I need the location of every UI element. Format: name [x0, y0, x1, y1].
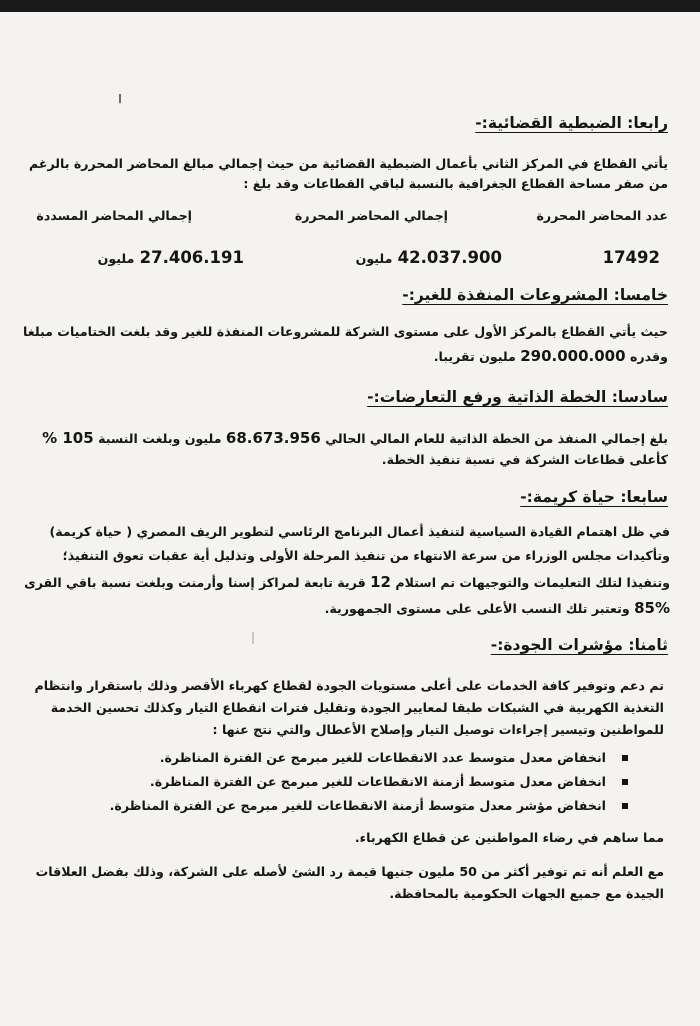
paragraph-line: [325, 598, 670, 619]
quality-results-list: [110, 746, 628, 818]
amount: 68.673.956: [225, 429, 321, 447]
bullet-icon: [622, 755, 628, 761]
section-heading-quality-indicators: ثامنا: مؤشرات الجودة:-: [490, 636, 668, 654]
paragraph-line: تم دعم وتوفير كافة الخدمات على أعلى مستويات الجودة لقطاع كهرباء الأقصر وذلك باستقرار وانتظام: [34, 678, 664, 693]
list-item-text: انخفاض مؤشر معدل متوسط أزمنة الانقطاعات للغير مبرمج عن الفترة المناظرة.: [109, 798, 606, 813]
paragraph-line: التغذية الكهربية في الشبكات طبقا لمعايير الجودة وتقليل فترات انقطاع التيار وكذلك تحسين الخدمة: [50, 700, 664, 715]
text: مليون تقريبا.: [433, 349, 516, 364]
bullet-icon: [622, 803, 628, 809]
unit: مليون: [97, 251, 135, 266]
section-heading-decent-life: سابعا: حياة كريمة:-: [520, 488, 668, 506]
paragraph-line: [42, 428, 668, 449]
number: 12: [370, 573, 391, 591]
paragraph-line: [434, 346, 668, 367]
text: مليون وبلغت النسبة: [98, 431, 222, 446]
number: 27.406.191: [139, 248, 244, 267]
paragraph-line: حيث يأتي القطاع بالمركز الأول على مستوى الشركة للمشروعات المنفذة للغير وقد بلغت الختاميات مبلغا: [23, 324, 668, 339]
value-records-paid: [98, 248, 244, 267]
text: بلغ إجمالي المنفذ من الخطة الذاتية للعام المالي الحالي: [325, 431, 668, 446]
text: وتعتبر تلك النسب الأعلى على مستوى الجمهورية.: [324, 601, 630, 616]
text: قرية تابعة لمراكز إسنا وأرمنت وبلغت نسبة باقي القرى: [24, 575, 366, 590]
list-item-text: انخفاض معدل متوسط عدد الانقطاعات للغير مبرمج عن الفترة المناظرة.: [159, 750, 606, 765]
paragraph-line: [24, 572, 670, 593]
paragraph-line: للمواطنين وتيسير إجراءات توصيل التيار وإصلاح الأعطال والتي نتج عنها :: [212, 722, 664, 737]
section-heading-projects-for-others: خامسا: المشروعات المنفذة للغير:-: [402, 286, 668, 304]
seizure-figures: [36, 208, 668, 268]
list-item: [110, 770, 628, 794]
paragraph-line: مما ساهم في رضاء المواطنين عن قطاع الكهرباء.: [354, 830, 664, 845]
text: وتنفيذا لتلك التعليمات والتوجيهات تم استلام: [395, 575, 670, 590]
paragraph-line: مع العلم أنه تم توفير أكثر من 50 مليون جنيها قيمة رد الشئ لأصله على الشركة، وذلك بفضل العلاقات: [35, 864, 664, 879]
paragraph-line: الجيدة مع جميع الجهات الحكومية بالمحافظة.: [389, 886, 664, 901]
unit: مليون: [355, 251, 393, 266]
value-records-count: [603, 248, 660, 267]
list-item: [110, 746, 628, 770]
paragraph-line: يأتي القطاع في المركز الثاني بأعمال الضبطية القضائية من حيث إجمالي مبالغ المحاضر المحررة بالرغم: [28, 156, 668, 171]
value-records-total: [356, 248, 502, 267]
section-heading-judicial-seizure: رابعا: الضبطية القضائية:-: [475, 114, 668, 132]
column-label-records-count: عدد المحاضر المحررة: [536, 208, 668, 223]
percentage: 85%: [634, 599, 670, 617]
list-item: [110, 794, 628, 818]
column-label-records-total: إجمالي المحاضر المحررة: [294, 208, 448, 223]
paragraph-line: في ظل اهتمام القيادة السياسية لتنفيذ أعمال البرنامج الرئاسي لتطوير الريف المصري ( حياة كريمة): [49, 524, 670, 539]
paragraph-line: وتأكيدات مجلس الوزراء من سرعة الانتهاء من تنفيذ المرحلة الأولى وتذليل أية عقبات تعوق التنفيذ؛: [62, 548, 670, 563]
bullet-icon: [622, 779, 628, 785]
paragraph-line: من صفر مساحة القطاع الجغرافية بالنسبة لباقي القطاعات وقد بلغ :: [243, 176, 668, 191]
paragraph-line: كأعلى قطاعات الشركة في نسبة تنفيذ الخطة.: [381, 452, 668, 467]
number: 42.037.900: [397, 248, 502, 267]
list-item-text: انخفاض معدل متوسط أزمنة الانقطاعات للغير مبرمج عن الفترة المناظرة.: [149, 774, 606, 789]
number: 17492: [602, 248, 660, 267]
text: وقدره: [629, 349, 668, 364]
column-label-records-paid: إجمالي المحاضر المسددة: [36, 208, 192, 223]
section-heading-self-plan: سادسا: الخطة الذاتية ورفع التعارضات:-: [367, 388, 668, 406]
percentage: 105 %: [42, 429, 94, 447]
amount: 290.000.000: [520, 347, 626, 365]
